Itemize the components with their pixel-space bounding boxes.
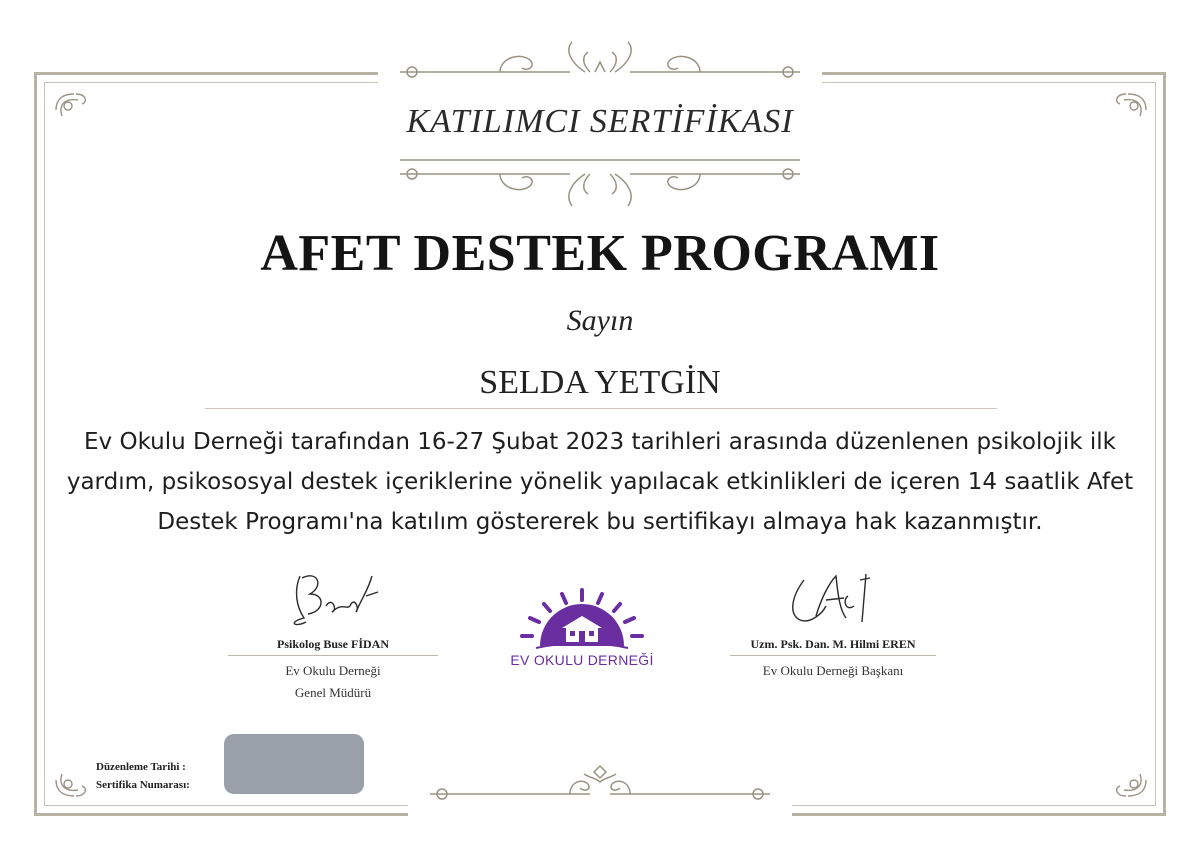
- salutation: Sayın: [566, 304, 634, 337]
- corner-ornament-bottom-left: [52, 760, 92, 800]
- signature-left-role-line1: Ev Okulu Derneği: [285, 663, 381, 678]
- signature-block-right: [730, 566, 936, 682]
- signature-right-role: Ev Okulu Derneği Başkanı: [762, 663, 904, 678]
- certificate-meta: [96, 758, 220, 794]
- logo-text: EV OKULU DERNEĞİ: [510, 652, 654, 668]
- signature-left-rule: [228, 655, 438, 656]
- corner-ornament-bottom-right: [1110, 760, 1150, 800]
- top-flourish-ornament: [390, 38, 810, 88]
- signature-block-left: [228, 566, 438, 704]
- corner-ornament-top-left: [52, 90, 92, 130]
- certificate-number-label: Sertifika Numarası:: [96, 779, 190, 791]
- bottom-flourish-ornament: [420, 760, 780, 810]
- signature-right-rule: [730, 655, 936, 656]
- corner-ornament-top-right: [1110, 90, 1150, 130]
- heading-underline-ornament: [390, 152, 810, 212]
- certificate-body-text: Ev Okulu Derneği tarafından 16-27 Şubat 2023 tarihleri arasında düzenlenen psikolojik ilk yardım, psikososyal destek içeriklerine yönelik yapılacak etkinlikleri de içeren 14 saatlik Afet Destek Programı'na katılım göstererek bu sertifikayı almaya hak kazanmıştır.: [66, 429, 1134, 535]
- program-title: AFET DESTEK PROGRAMI: [260, 225, 940, 282]
- recipient-name-rule: [205, 408, 997, 409]
- certificate-heading: KATILIMCI SERTİFİKASI: [406, 103, 794, 140]
- signature-left-role-line2: Genel Müdürü: [294, 685, 372, 700]
- signature-right-handwriting: [730, 566, 936, 632]
- signature-right-name: Uzm. Psk. Dan. M. Hilmi EREN: [750, 637, 916, 651]
- recipient-name: SELDA YETGİN: [479, 364, 721, 401]
- issue-date-label: Düzenleme Tarihi :: [96, 761, 186, 773]
- signature-left-name: Psikolog Buse FİDAN: [276, 637, 389, 651]
- redacted-box: [224, 734, 364, 794]
- signature-left-handwriting: [228, 566, 438, 632]
